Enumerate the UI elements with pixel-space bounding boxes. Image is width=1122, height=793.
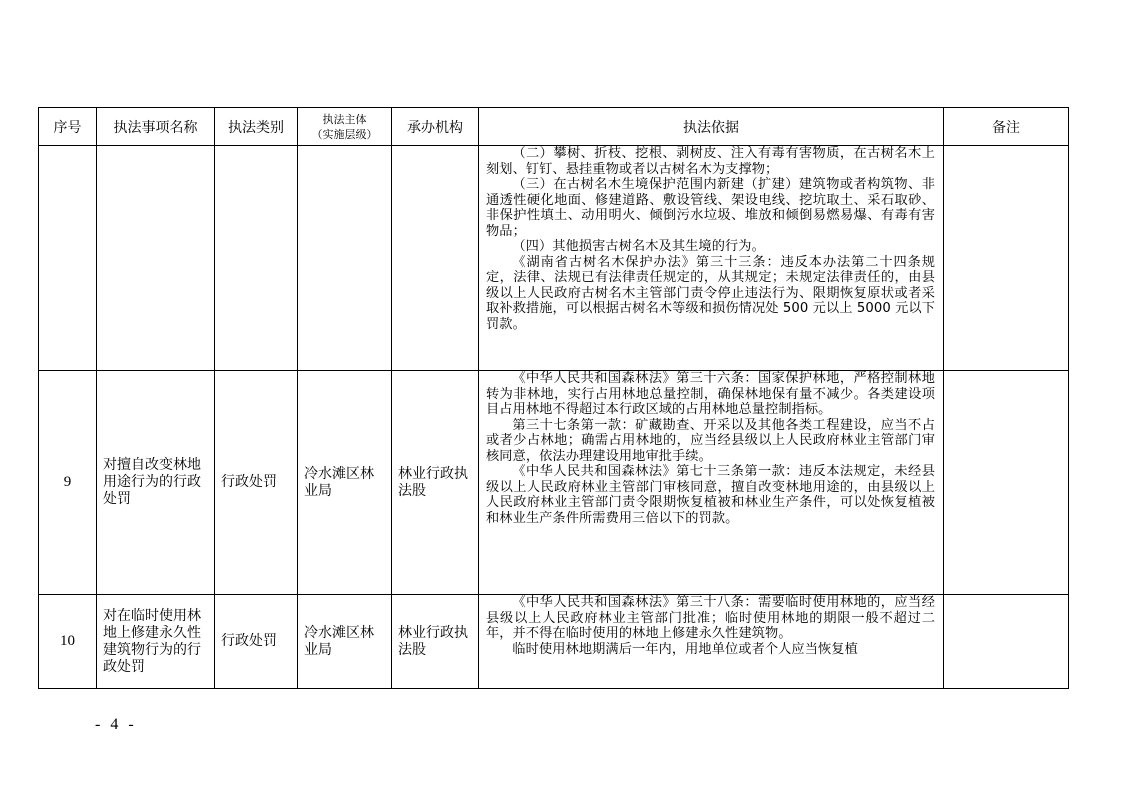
remarks-cell — [944, 371, 1069, 595]
subject-cell: 冷水滩区林业局 — [298, 595, 392, 689]
seq-cell: 9 — [39, 371, 97, 595]
category-cell — [215, 146, 298, 371]
subject-cell: 冷水滩区林业局 — [298, 371, 392, 595]
basis-paragraph: （二）攀树、折枝、挖根、剥树皮、注入有毒有害物质，在古树名木上刻划、钉钉、悬挂重物或者以古树名木为支撑物； — [486, 146, 935, 177]
basis-cell — [479, 146, 944, 371]
agency-cell — [392, 146, 479, 371]
page-number: - 4 - — [95, 716, 137, 733]
item-name-cell: 对在临时使用林地上修建永久性建筑物行为的行政处罚 — [97, 595, 215, 689]
category-cell: 行政处罚 — [215, 595, 298, 689]
basis-paragraph: 《湖南省古树名木保护办法》第三十三条：违反本办法第二十四条规定，法律、法规已有法律责任规定的，从其规定；未规定法律责任的，由县级以上人民政府古树名木主管部门责令停止违法行为、限期恢复原状或者采取补救措施，可以根据古树名木等级和损伤情况处 500 元以上 5000 元以下罚款。 — [486, 254, 935, 332]
basis-paragraph: （三）在古树名木生境保护范围内新建（扩建）建筑物或者构筑物、非通透性硬化地面、修建道路、敷设管线、架设电线、挖坑取土、采石取砂、非保护性填土、动用明火、倾倒污水垃圾、堆放和倾倒易燃易爆、有毒有害物品； — [486, 177, 935, 239]
header-item-name: 执法事项名称 — [97, 108, 215, 146]
enforcement-items-table — [38, 107, 1069, 689]
item-name-cell: 对擅自改变林地用途行为的行政处罚 — [97, 371, 215, 595]
category-cell: 行政处罚 — [215, 371, 298, 595]
header-subject — [298, 108, 392, 146]
item-name-cell — [97, 146, 215, 371]
table-row — [39, 146, 1069, 371]
header-category: 执法类别 — [215, 108, 298, 146]
table-row — [39, 595, 1069, 689]
header-basis: 执法依据 — [479, 108, 944, 146]
remarks-cell — [944, 595, 1069, 689]
table-row — [39, 371, 1069, 595]
basis-cell — [479, 595, 944, 689]
agency-cell: 林业行政执法股 — [392, 371, 479, 595]
seq-cell — [39, 146, 97, 371]
basis-paragraph: 《中华人民共和国森林法》第三十六条：国家保护林地，严格控制林地转为非林地，实行占用林地总量控制，确保林地保有量不减少。各类建设项目占用林地不得超过本行政区域的占用林地总量控制指标。 — [486, 371, 935, 417]
basis-paragraph: 第三十七条第一款：矿藏勘查、开采以及其他各类工程建设，应当不占或者少占林地；确需占用林地的，应当经县级以上人民政府林业主管部门审核同意，依法办理建设用地审批手续。 — [486, 417, 935, 464]
table-header-row — [39, 108, 1069, 146]
header-seq: 序号 — [39, 108, 97, 146]
seq-cell: 10 — [39, 595, 97, 689]
remarks-cell — [944, 146, 1069, 371]
basis-paragraph: 临时使用林地期满后一年内，用地单位或者个人应当恢复植 — [512, 641, 858, 657]
agency-cell: 林业行政执法股 — [392, 595, 479, 689]
subject-cell — [298, 146, 392, 371]
basis-paragraph: 《中华人民共和国森林法》第三十八条：需要临时使用林地的，应当经县级以上人民政府林业主管部门批准；临时使用林地的期限一般不超过二年，并不得在临时使用的林地上修建永久性建筑物。 — [486, 595, 935, 641]
header-agency: 承办机构 — [392, 108, 479, 146]
basis-paragraph: 《中华人民共和国森林法》第七十三条第一款：违反本法规定，未经县级以上人民政府林业主管部门审核同意，擅自改变林地用途的，由县级以上人民政府林业主管部门责令限期恢复植被和林业生产条件，可以处恢复植被和林业生产条件所需费用三倍以下的罚款。 — [486, 464, 935, 526]
header-remarks: 备注 — [944, 108, 1069, 146]
basis-paragraph: （四）其他损害古树名木及其生境的行为。 — [512, 239, 765, 254]
header-subject-line1: 执法主体 — [322, 112, 367, 126]
basis-cell — [479, 371, 944, 595]
header-subject-line2: （实施层级） — [311, 127, 378, 141]
